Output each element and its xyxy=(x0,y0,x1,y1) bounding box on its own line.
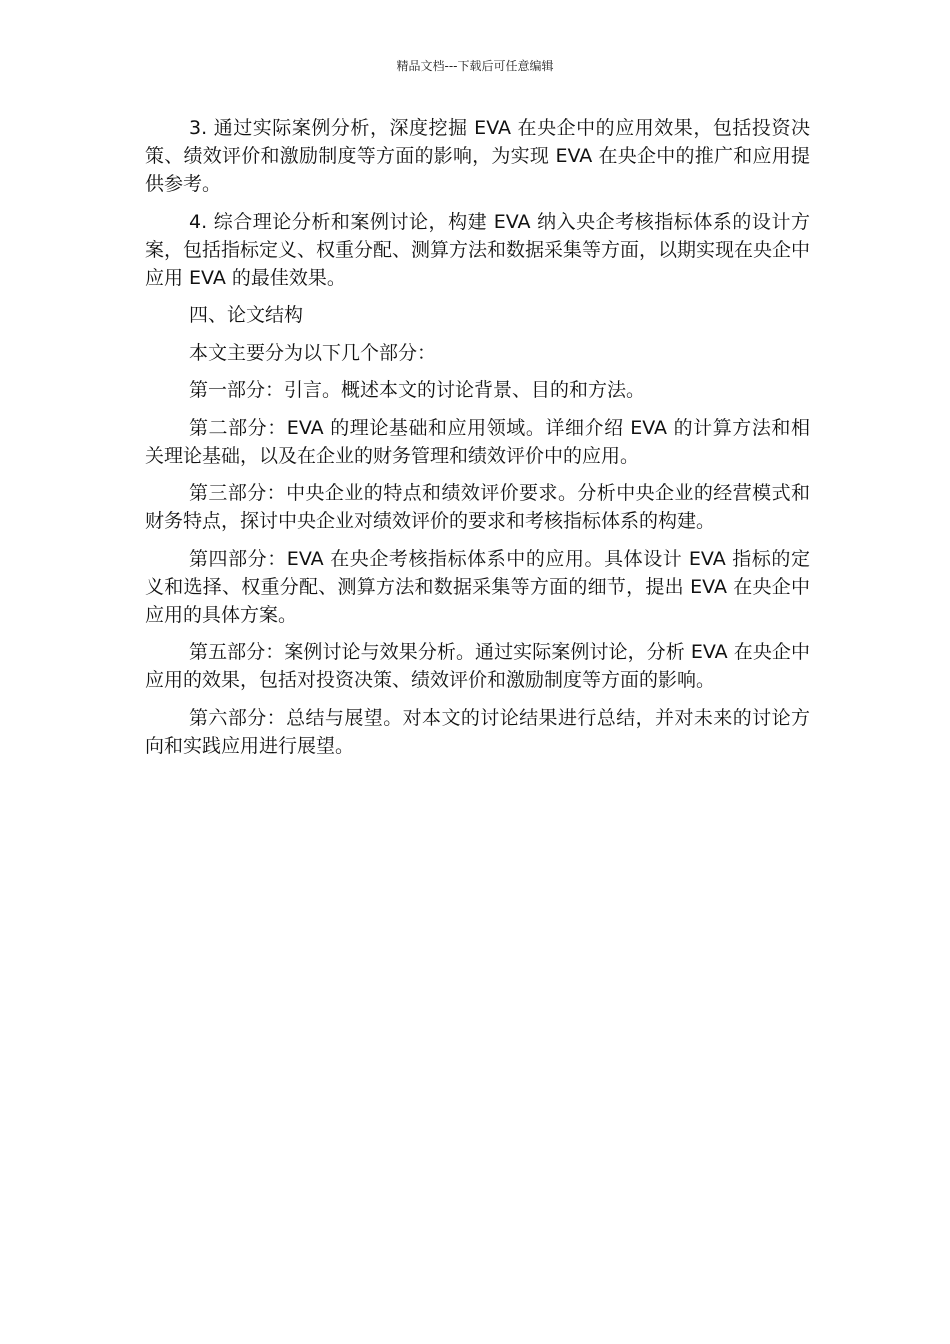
section-heading-structure: 四、论文结构 xyxy=(189,304,304,326)
paragraph-part-6: 第六部分：总结与展望。对本文的讨论结果进行总结，并对未来的讨论方向和实践应用进行展望。 xyxy=(145,706,810,757)
paragraph-part-4: 第四部分：EVA 在央企考核指标体系中的应用。具体设计 EVA 指标的定义和选择、权重分配、测算方法和数据采集等方面的细节，提出 EVA 在央企中应用的具体方案。 xyxy=(145,547,810,626)
page-header: 精品文档---下载后可任意编辑 xyxy=(396,59,554,73)
paragraph-part-5: 第五部分：案例讨论与效果分析。通过实际案例讨论，分析 EVA 在央企中应用的效果，包括对投资决策、绩效评价和激励制度等方面的影响。 xyxy=(145,641,810,691)
paragraph-part-3: 第三部分：中央企业的特点和绩效评价要求。分析中央企业的经营模式和财务特点，探讨中央企业对绩效评价的要求和考核指标体系的构建。 xyxy=(145,482,810,532)
paragraph-objective-3: 3. 通过实际案例分析，深度挖掘 EVA 在央企中的应用效果，包括投资决策、绩效评价和激励制度等方面的影响，为实现 EVA 在央企中的推广和应用提供参考。 xyxy=(145,117,810,195)
paragraph-structure-intro: 本文主要分为以下几个部分： xyxy=(189,341,437,364)
paragraph-objective-4: 4. 综合理论分析和案例讨论，构建 EVA 纳入央企考核指标体系的设计方案，包括指标定义、权重分配、测算方法和数据采集等方面，以期实现在央企中应用 EVA 的最佳效果。 xyxy=(145,210,811,289)
document-body xyxy=(145,114,810,769)
paragraph-part-2: 第二部分：EVA 的理论基础和应用领域。详细介绍 EVA 的计算方法和相关理论基础，以及在企业的财务管理和绩效评价中的应用。 xyxy=(145,416,810,467)
paragraph-part-1: 第一部分：引言。概述本文的讨论背景、目的和方法。 xyxy=(189,379,646,401)
